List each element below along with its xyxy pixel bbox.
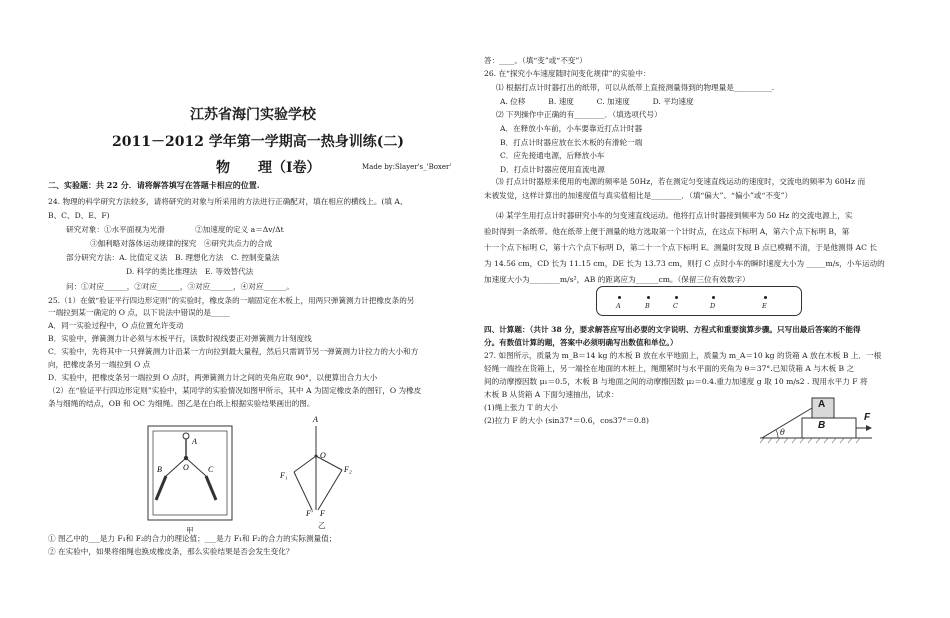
q24-stem-1: 24. 物理的科学研究方法较多，请将研究的对象与所采用的方法进行正确配对，填在相应的横线上。(填 A、 bbox=[48, 197, 408, 206]
svg-text:F′: F′ bbox=[306, 509, 313, 518]
tape-label-e: E bbox=[762, 302, 767, 310]
q24-answers: 问：①对应______，②对应______，③对应______，④对应______。 bbox=[66, 282, 294, 291]
q24-methods-2: D. 科学的类比推理法 E. 等效替代法 bbox=[126, 267, 254, 276]
q25-option-c-1: C．实验中，先将其中一只弹簧测力计沿某一方向拉到最大量程，然后只需调节另一弹簧测力计拉力的大小和方 bbox=[48, 347, 419, 356]
q26-s2-a: A．在释放小车前，小车要靠近打点计时器 bbox=[500, 124, 643, 133]
tape-dot-d bbox=[712, 296, 715, 299]
tape-label-c: C bbox=[673, 302, 678, 310]
q26-s2: ⑵ 下列操作中正确的有________．（填选项代号） bbox=[496, 110, 662, 119]
q25-line-2: 一端拉到某一确定的 O 点，以下说法中错误的是_____ bbox=[48, 308, 230, 317]
term-title: 2011－2012 学年第一学期高一热身训练(二) bbox=[112, 134, 405, 150]
figure-jia-caption: 甲 bbox=[186, 526, 194, 535]
q25-answer-cont: 答：____。（填“变”或“不变”） bbox=[484, 56, 587, 65]
q26-s4-2: 验时得到一条纸带。他在纸带上便于测量的地方选取第一个计时点，在这点下标明 A，第六个点下标明 B，第 bbox=[484, 227, 850, 236]
tape-dot-b bbox=[647, 296, 650, 299]
q27-line-1: 27. 如图所示，质量为 m_B＝14 kg 的木板 B 放在水平地面上，质量为 m_A＝10 kg 的货箱 A 放在木板 B 上．一根 bbox=[484, 351, 882, 360]
q26-s3-1: ⑶ 打点计时器原来使用的电源的频率是 50Hz，若在测定匀变速直线运动的速度时，交流电的频率为 60Hz 而 bbox=[496, 177, 866, 186]
q27-line-4: 木板 B 从货箱 A 下面匀速抽出，试求： bbox=[484, 390, 619, 399]
paper-tape bbox=[596, 286, 802, 316]
section2-heading: 二、实验题：共 22 分．请将解答填写在答题卡相应的位置. bbox=[48, 180, 260, 190]
tape-dot-a bbox=[618, 296, 621, 299]
tape-label-a: A bbox=[616, 302, 621, 310]
subject-title: 物 理（Ⅰ卷） bbox=[216, 160, 321, 176]
svg-text:F: F bbox=[320, 509, 325, 518]
label-a: A bbox=[192, 437, 197, 446]
q25-sub-2: ② 在实验中，如果将细绳也换成橡皮条，那么实验结果是否会发生变化？ bbox=[48, 547, 294, 556]
q25-line-1: 25.（1）在做“验证平行四边形定则”的实验时，橡皮条的一端固定在木板上，用两只弹簧测力计把橡皮条的另 bbox=[48, 296, 415, 305]
q25-option-d: D．实验中，把橡皮条另一端拉到 O 点时，两弹簧测力计之间的夹角应取 90°，以便算出合力大小 bbox=[48, 373, 378, 382]
q26-s1-options: A. 位移 B. 速度 C. 加速度 D. 平均速度 bbox=[500, 97, 694, 106]
label-o: O bbox=[183, 463, 189, 472]
figure-yi bbox=[276, 412, 366, 532]
q25-option-a: A．同一实验过程中，O 点位置允许变动 bbox=[48, 321, 184, 330]
author-credit: Made by:Slayer's_'Boxer' bbox=[362, 163, 452, 171]
q26-s1: ⑴ 根据打点计时器打出的纸带，可以从纸带上直接测量得到的物理量是__________. bbox=[496, 83, 775, 92]
q25-sub-1: ① 图乙中的___是力 F₁和 F₂的合力的理论值；___是力 F₁和 F₂的合力的实际测量值； bbox=[48, 534, 337, 543]
q26-s3-2: 未被发觉，这样计算出的加速度值与真实值相比是________．（填“偏大”、“偏小”或“不变”） bbox=[484, 191, 793, 200]
figure-q27 bbox=[756, 392, 876, 444]
q25-part2-2: 条与细绳的结点，OB 和 OC 为细绳。图乙是在白纸上根据实验结果画出的图。 bbox=[48, 399, 315, 408]
fig-label-a: A bbox=[818, 399, 826, 410]
q26-s4-1: ⑷ 某学生用打点计时器研究小车的匀变速直线运动。他将打点计时器接到频率为 50 Hz 的交流电源上，实 bbox=[496, 211, 853, 220]
q26-s4-3: 十一个点下标明 C，第十六个点下标明 D，第二十一个点下标明 E。测量时发现 B 点已模糊不清，于是他测得 AC 长 bbox=[484, 243, 877, 252]
q24-stem-2: B、C、D、E、F) bbox=[48, 211, 110, 220]
svg-text:F₂: F₂ bbox=[344, 465, 352, 474]
q26-s2-d: D．打点计时器应使用直流电源 bbox=[500, 165, 605, 174]
tape-label-d: D bbox=[710, 302, 716, 310]
label-b: B bbox=[157, 465, 162, 474]
label-c: C bbox=[208, 465, 214, 474]
q24-objects-2: ③伽利略对落体运动规律的探究 ④研究共点力的合成 bbox=[90, 239, 273, 248]
q26-s2-b: B．打点计时器应放在长木板的有滑轮一端 bbox=[500, 138, 643, 147]
q26-stem: 26. 在“探究小车速度随时间变化规律”的实验中： bbox=[484, 69, 651, 78]
section4-heading-1: 四、计算题：（共计 38 分，要求解答应写出必要的文字说明、方程式和重要演算步骤。只写出最后答案的不能得 bbox=[484, 325, 861, 334]
tape-label-b: B bbox=[645, 302, 650, 310]
q24-methods-1: 部分研究方法：A. 比值定义法 B. 理想化方法 C. 控制变量法 bbox=[66, 253, 280, 262]
svg-text:F₁: F₁ bbox=[280, 471, 288, 480]
q25-part2-1: （2）在“验证平行四边形定则”实验中，某同学的实验情况如图甲所示，其中 A 为固定橡皮条的图钉，O 为橡皮 bbox=[48, 386, 422, 395]
fig-label-theta: θ bbox=[780, 428, 785, 437]
q27-line-3: 间的动摩擦因数 μ₁＝0.5，木板 B 与地面之间的动摩擦因数 μ₂＝0.4.重力加速度 g 取 10 m/s2 . 现用水平力 F 将 bbox=[484, 377, 868, 386]
q26-s4-5: 加速度大小为________m/s²，AB 的距离应为______cm。（保留三位有效数字） bbox=[484, 275, 750, 284]
svg-text:O: O bbox=[320, 451, 326, 460]
figure-yi-caption: 乙 bbox=[318, 521, 326, 530]
q24-objects-1: 研究对象：①水平面视为光滑 ②加速度的定义 a＝Δv/Δt bbox=[66, 225, 284, 234]
svg-text:A: A bbox=[313, 415, 318, 424]
q27-line-2: 轻绳一端拴在货箱上，另一端拴在地面的木桩上，绳绷紧时与水平面的夹角为 θ＝37°.已知货箱 A 与木板 B 之 bbox=[484, 364, 855, 373]
figure-jia bbox=[140, 420, 240, 532]
tape-dot-c bbox=[675, 296, 678, 299]
fig-label-f: F bbox=[864, 412, 871, 423]
school-title: 江苏省海门实验学校 bbox=[190, 107, 316, 123]
q26-s2-c: C．应先接通电源，后释放小车 bbox=[500, 151, 605, 160]
q25-option-b: B．实验中，弹簧测力计必须与木板平行，读数时视线要正对弹簧测力计刻度线 bbox=[48, 334, 312, 343]
q27-part-2: (2)拉力 F 的大小 (sin37°＝0.6，cos37°＝0.8) bbox=[484, 416, 649, 425]
q26-s4-4: 为 14.56 cm，CD 长为 11.15 cm，DE 长为 13.73 cm，则打 C 点时小车的瞬时速度大小为 _____m/s，小车运动的 bbox=[484, 259, 885, 268]
q27-part-1: (1)绳上张力 T 的大小 bbox=[484, 403, 558, 412]
q25-option-c-2: 向，把橡皮条另一端拉到 O 点 bbox=[48, 360, 151, 369]
tape-dot-e bbox=[764, 296, 767, 299]
section4-heading-2: 分。有数值计算的题，答案中必须明确写出数值和单位。） bbox=[484, 338, 678, 347]
fig-label-b: B bbox=[818, 420, 826, 431]
